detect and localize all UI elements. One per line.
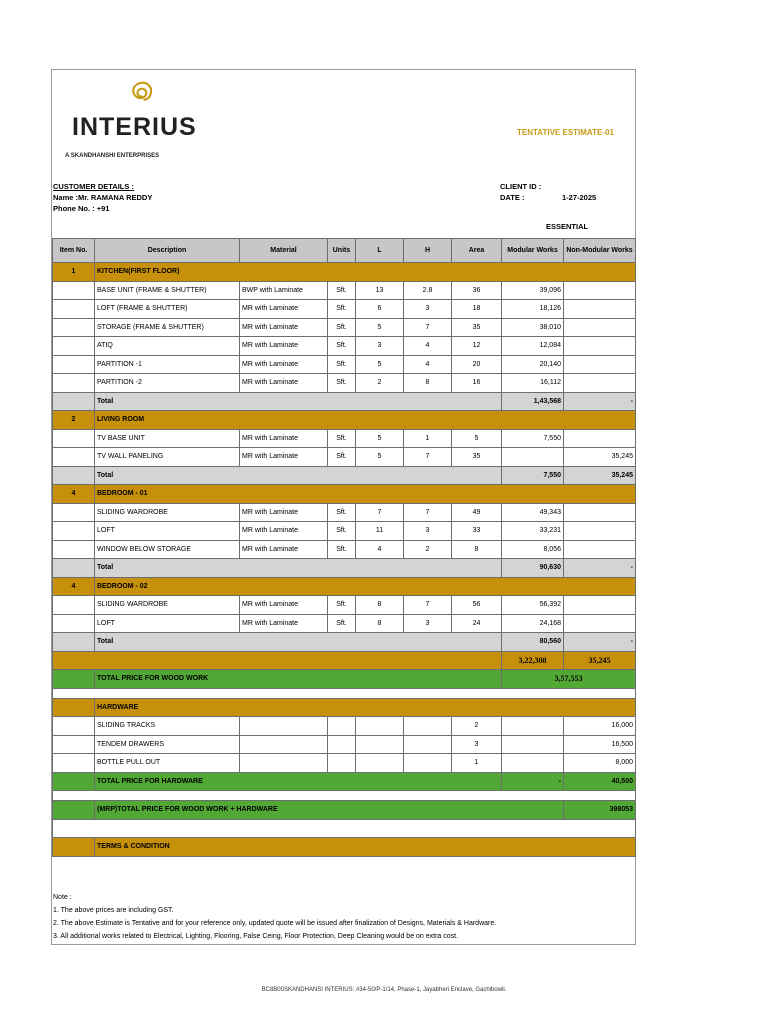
terms-row: [53, 838, 636, 857]
table-cell: -: [564, 559, 636, 578]
table-cell: [564, 540, 636, 559]
table-cell: 49,343: [502, 503, 564, 522]
table-cell: 3: [452, 735, 502, 754]
total-row: [53, 466, 636, 485]
table-cell: STORAGE (FRAME & SHUTTER): [95, 318, 240, 337]
table-cell: 3,22,308: [502, 651, 564, 670]
table-cell: [53, 754, 95, 773]
table-cell: 33: [452, 522, 502, 541]
table-cell: 3,57,553: [502, 670, 636, 689]
table-cell: 4: [356, 540, 404, 559]
table-cell: LOFT: [95, 614, 240, 633]
table-row: [53, 754, 636, 773]
table-cell: 1: [404, 429, 452, 448]
table-cell: TERMS & CONDITION: [95, 838, 636, 857]
table-cell: PARTITION -1: [95, 355, 240, 374]
table-cell: 18: [452, 300, 502, 319]
table-cell: [53, 670, 95, 689]
table-cell: [53, 819, 636, 838]
table-cell: BWP with Laminate: [240, 281, 328, 300]
table-cell: [564, 374, 636, 393]
footer-address: BC8B00SKANDHANSI INTERIUS: #34-50/P-1/14, Phase-1, Jayabheri Enclave, Gachibowli.: [261, 987, 507, 993]
table-cell: SLIDING WARDROBE: [95, 596, 240, 615]
table-cell: [53, 698, 95, 717]
table-cell: 8,000: [564, 754, 636, 773]
table-cell: MR with Laminate: [240, 374, 328, 393]
table-cell: 90,630: [502, 559, 564, 578]
table-cell: [328, 754, 356, 773]
table-cell: MR with Laminate: [240, 614, 328, 633]
table-cell: [53, 281, 95, 300]
table-cell: 35,245: [564, 448, 636, 467]
col-units: Units: [328, 239, 356, 263]
brand-name: INTERIUS: [72, 113, 197, 141]
table-cell: [564, 522, 636, 541]
table-row: [53, 448, 636, 467]
table-cell: LOFT (FRAME & SHUTTER): [95, 300, 240, 319]
table-cell: 16,112: [502, 374, 564, 393]
table-cell: 1,43,568: [502, 392, 564, 411]
table-cell: 3: [404, 522, 452, 541]
table-cell: PARTITION -2: [95, 374, 240, 393]
interius-logo: [72, 76, 212, 116]
table-cell: [564, 281, 636, 300]
table-cell: MR with Laminate: [240, 300, 328, 319]
table-cell: 35: [452, 318, 502, 337]
package-name: ESSENTIAL: [546, 222, 589, 231]
table-cell: Total: [95, 559, 502, 578]
table-cell: MR with Laminate: [240, 522, 328, 541]
table-cell: [564, 596, 636, 615]
table-cell: SLIDING WARDROBE: [95, 503, 240, 522]
hardware-total-row: [53, 772, 636, 791]
table-cell: MR with Laminate: [240, 355, 328, 374]
table-cell: [240, 735, 328, 754]
col-description: Description: [95, 239, 240, 263]
table-row: [53, 614, 636, 633]
table-cell: Sft.: [328, 448, 356, 467]
table-cell: Total: [95, 633, 502, 652]
table-cell: [53, 838, 95, 857]
table-cell: 5: [356, 355, 404, 374]
table-row: [53, 429, 636, 448]
table-cell: 12,084: [502, 337, 564, 356]
table-row: [53, 374, 636, 393]
table-cell: 2: [404, 540, 452, 559]
table-cell: -: [502, 772, 564, 791]
table-cell: [53, 392, 95, 411]
table-cell: [564, 614, 636, 633]
table-cell: [53, 717, 95, 736]
table-cell: 398053: [564, 801, 636, 820]
table-cell: 56,392: [502, 596, 564, 615]
table-cell: SLIDING TRACKS: [95, 717, 240, 736]
total-row: [53, 392, 636, 411]
table-cell: TV BASE UNIT: [95, 429, 240, 448]
table-row: [53, 355, 636, 374]
table-row: [53, 522, 636, 541]
table-cell: 7: [404, 318, 452, 337]
section-row: [53, 698, 636, 717]
estimate-title: TENTATIVE ESTIMATE-01: [517, 128, 614, 137]
table-cell: (MRP)TOTAL PRICE FOR WOOD WORK + HARDWARE: [95, 801, 564, 820]
table-cell: [53, 791, 636, 801]
table-cell: 33,231: [502, 522, 564, 541]
section-row: [53, 263, 636, 282]
table-cell: Sft.: [328, 614, 356, 633]
table-cell: TENDEM DRAWERS: [95, 735, 240, 754]
table-cell: 3: [356, 337, 404, 356]
table-cell: 4: [404, 355, 452, 374]
customer-heading: CUSTOMER DETAILS :: [53, 182, 134, 191]
table-cell: [53, 503, 95, 522]
table-cell: TOTAL PRICE FOR WOOD WORK: [95, 670, 502, 689]
table-cell: [53, 614, 95, 633]
spacer-row: [53, 688, 636, 698]
table-cell: MR with Laminate: [240, 429, 328, 448]
table-cell: 16,500: [564, 735, 636, 754]
table-cell: 5: [356, 429, 404, 448]
table-cell: [564, 429, 636, 448]
table-cell: Sft.: [328, 374, 356, 393]
table-cell: [564, 300, 636, 319]
table-cell: [53, 651, 502, 670]
table-cell: [328, 735, 356, 754]
table-cell: 40,500: [564, 772, 636, 791]
table-cell: 5: [356, 448, 404, 467]
table-cell: Sft.: [328, 337, 356, 356]
table-body: [53, 263, 636, 857]
table-cell: 36: [452, 281, 502, 300]
table-cell: 35,245: [564, 466, 636, 485]
table-cell: [564, 355, 636, 374]
table-cell: 13: [356, 281, 404, 300]
table-cell: [53, 633, 95, 652]
table-cell: Sft.: [328, 503, 356, 522]
table-cell: 80,560: [502, 633, 564, 652]
table-cell: [564, 503, 636, 522]
table-cell: [53, 540, 95, 559]
table-cell: KITCHEN(FIRST FLOOR): [95, 263, 636, 282]
table-cell: 16,000: [564, 717, 636, 736]
table-cell: 7,550: [502, 429, 564, 448]
table-cell: TV WALL PANELING: [95, 448, 240, 467]
table-cell: 38,010: [502, 318, 564, 337]
table-cell: BOTTLE PULL OUT: [95, 754, 240, 773]
table-cell: 16: [452, 374, 502, 393]
table-cell: MR with Laminate: [240, 337, 328, 356]
table-cell: Sft.: [328, 522, 356, 541]
note-3: 3. All additional works related to Electrical, Lighting, Flooring, False Ceing, Floor Protection, Deep Cleaning would be on extra cost.: [53, 933, 459, 940]
estimate-table: [52, 238, 636, 857]
table-cell: Sft.: [328, 596, 356, 615]
table-cell: [53, 448, 95, 467]
table-cell: [502, 448, 564, 467]
col-non-modular: Non-Modular Works: [564, 239, 636, 263]
table-cell: 8,056: [502, 540, 564, 559]
table-cell: 8: [452, 540, 502, 559]
table-cell: WINDOW BELOW STORAGE: [95, 540, 240, 559]
col-material: Material: [240, 239, 328, 263]
table-cell: Sft.: [328, 355, 356, 374]
table-cell: 20,140: [502, 355, 564, 374]
table-cell: BASE UNIT (FRAME & SHUTTER): [95, 281, 240, 300]
table-cell: [53, 374, 95, 393]
note-2: 2. The above Estimate is Tentative and for your reference only, updated quote will be issued after finalization of Designs, Materials & Hardware.: [53, 920, 497, 927]
table-cell: 3: [404, 614, 452, 633]
total-row: [53, 633, 636, 652]
table-cell: 6: [356, 300, 404, 319]
table-cell: [356, 735, 404, 754]
customer-name: Name :Mr. RAMANA REDDY: [53, 193, 153, 202]
table-cell: 18,126: [502, 300, 564, 319]
table-cell: [404, 754, 452, 773]
table-cell: [53, 466, 95, 485]
table-cell: 20: [452, 355, 502, 374]
table-cell: [328, 717, 356, 736]
spacer-row: [53, 791, 636, 801]
table-cell: 2: [53, 411, 95, 430]
header-row: [53, 239, 636, 263]
date-label: DATE :: [500, 193, 525, 202]
table-cell: -: [564, 633, 636, 652]
table-cell: MR with Laminate: [240, 503, 328, 522]
section-row: [53, 411, 636, 430]
table-cell: BEDROOM - 02: [95, 577, 636, 596]
table-cell: 2: [356, 374, 404, 393]
table-cell: 35: [452, 448, 502, 467]
customer-phone: Phone No. : +91: [53, 204, 110, 213]
table-cell: 3: [404, 300, 452, 319]
table-cell: 7: [404, 448, 452, 467]
table-cell: Sft.: [328, 300, 356, 319]
table-cell: MR with Laminate: [240, 318, 328, 337]
table-cell: Total: [95, 392, 502, 411]
table-cell: 12: [452, 337, 502, 356]
table-cell: [240, 717, 328, 736]
spacer-row: [53, 819, 636, 838]
table-cell: [53, 735, 95, 754]
col-area: Area: [452, 239, 502, 263]
table-cell: [53, 300, 95, 319]
table-cell: 24: [452, 614, 502, 633]
table-cell: -: [564, 392, 636, 411]
table-cell: [53, 429, 95, 448]
table-cell: 8: [404, 374, 452, 393]
table-cell: [53, 801, 95, 820]
table-cell: [53, 355, 95, 374]
total-row: [53, 559, 636, 578]
section-row: [53, 577, 636, 596]
section-row: [53, 485, 636, 504]
grand-total-row: [53, 801, 636, 820]
table-cell: [564, 318, 636, 337]
table-cell: 1: [53, 263, 95, 282]
table-cell: [53, 522, 95, 541]
table-cell: Total: [95, 466, 502, 485]
table-cell: [404, 717, 452, 736]
table-cell: LIVING ROOM: [95, 411, 636, 430]
table-cell: 2: [452, 717, 502, 736]
table-cell: 56: [452, 596, 502, 615]
col-modular: Modular Works: [502, 239, 564, 263]
table-cell: LOFT: [95, 522, 240, 541]
table-cell: 7: [356, 503, 404, 522]
table-cell: TOTAL PRICE FOR HARDWARE: [95, 772, 502, 791]
table-cell: 11: [356, 522, 404, 541]
table-row: [53, 300, 636, 319]
table-cell: Sft.: [328, 429, 356, 448]
table-cell: [53, 318, 95, 337]
table-row: [53, 503, 636, 522]
table-cell: 49: [452, 503, 502, 522]
table-row: [53, 717, 636, 736]
table-cell: Sft.: [328, 540, 356, 559]
table-cell: 39,096: [502, 281, 564, 300]
table-cell: [53, 596, 95, 615]
table-cell: 5: [452, 429, 502, 448]
table-cell: 7,550: [502, 466, 564, 485]
table-cell: [502, 717, 564, 736]
table-cell: [356, 717, 404, 736]
table-row: [53, 735, 636, 754]
table-row: [53, 596, 636, 615]
note-1: 1. The above prices are including GST.: [53, 907, 174, 914]
table-cell: 2.8: [404, 281, 452, 300]
table-row: [53, 281, 636, 300]
table-cell: [53, 559, 95, 578]
table-cell: BEDROOM - 01: [95, 485, 636, 504]
table-cell: 1: [452, 754, 502, 773]
table-cell: 5: [356, 318, 404, 337]
wood-total-row: [53, 670, 636, 689]
table-cell: MR with Laminate: [240, 448, 328, 467]
table-cell: 24,168: [502, 614, 564, 633]
table-row: [53, 318, 636, 337]
brand-tagline: A SKANDHANSHI ENTERPRISES: [65, 153, 160, 159]
notes-heading: Note :: [53, 894, 72, 901]
table-cell: MR with Laminate: [240, 540, 328, 559]
table-cell: 4: [53, 577, 95, 596]
table-cell: [502, 735, 564, 754]
wood-sum-row: [53, 651, 636, 670]
table-cell: [53, 688, 636, 698]
table-cell: 8: [356, 614, 404, 633]
col-l: L: [356, 239, 404, 263]
table-cell: 4: [404, 337, 452, 356]
table-row: [53, 337, 636, 356]
table-cell: 7: [404, 596, 452, 615]
table-cell: Sft.: [328, 281, 356, 300]
table-cell: [564, 337, 636, 356]
table-cell: [502, 754, 564, 773]
date-value: 1-27-2025: [562, 193, 597, 202]
client-id-label: CLIENT ID :: [500, 182, 542, 191]
col-h: H: [404, 239, 452, 263]
table-cell: MR with Laminate: [240, 596, 328, 615]
table-cell: ATIQ: [95, 337, 240, 356]
table-cell: Sft.: [328, 318, 356, 337]
table-cell: [404, 735, 452, 754]
table-row: [53, 540, 636, 559]
table-cell: 8: [356, 596, 404, 615]
col-item-no: Item No.: [53, 239, 95, 263]
table-cell: HARDWARE: [95, 698, 636, 717]
table-cell: [240, 754, 328, 773]
table-cell: 4: [53, 485, 95, 504]
table-cell: [356, 754, 404, 773]
table-cell: [53, 772, 95, 791]
table-cell: [53, 337, 95, 356]
table-cell: 7: [404, 503, 452, 522]
table-cell: 35,245: [564, 651, 636, 670]
